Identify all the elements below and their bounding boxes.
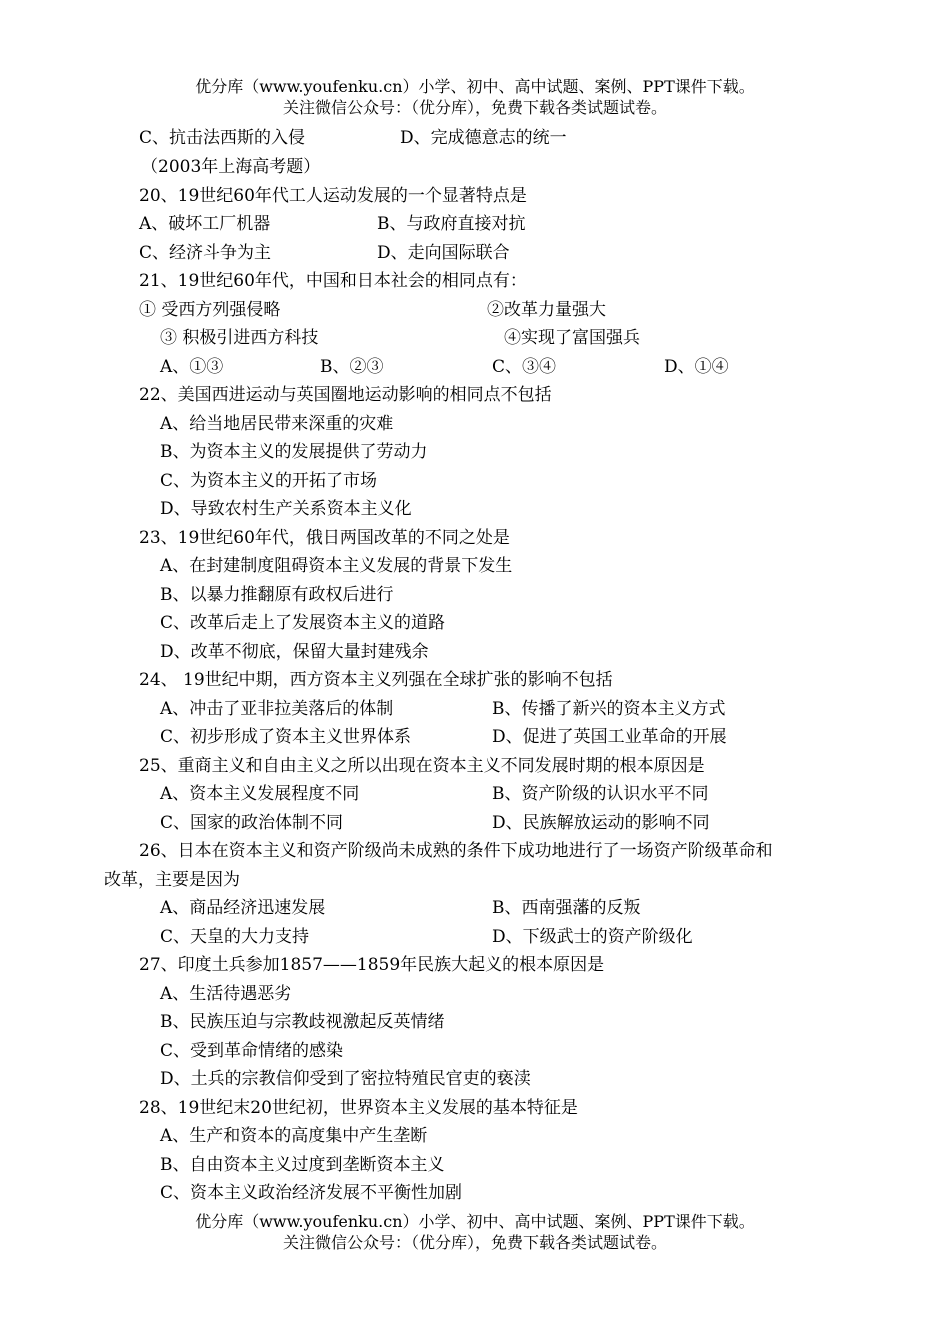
page-header <box>0 76 950 118</box>
q26-option-d: D、下级武士的资产阶级化 <box>492 927 693 947</box>
q20-option-d: D、走向国际联合 <box>377 243 510 263</box>
q21-option-c: C、③④ <box>492 357 557 377</box>
exam-page: 优分库（www.youfenku.cn）小学、初中、高中试题、案例、PPT课件下载。 关注微信公众号：（优分库），免费下载各类试题试卷。 C、抗击法西斯的入侵 D、完成德意志的统一 （2003年上海高考题） 20、19世纪60年代工人运动发展的一个显著特点是 A、破坏工厂机器 B、与政府直接对抗 C、经济斗争为主 D、走向国际联合 21、19世纪60年代，中国和日本社会的相同点有： ① 受西方列强侵略 ②改革力量强大 ③ 积极引进西方科技 ④实现了富国强兵 A、①③ B、②③ C、③④ D、①④ 22、美国西进运动与英国圈地运动影响的相同点不包括 A、给当地居民带来深重的灾难 B、为资本主义的发展提供了劳动力 C、为资本主义的开拓了市场 D、导致农村生产关系资本主义化 23、19世纪60年代，俄日两国改革的不同之处是 A、在封建制度阻碍资本主义发展的背景下发生 B、以暴力推翻原有政权后进行 C、改革后走上了发展资本主义的道路 D、改革不彻底，保留大量封建残余 24、 19世纪中期，西方资本主义列强在全球扩张的影响不包括 A、冲击了亚非拉美落后的体制 B、传播了新兴的资本主义方式 C、初步形成了资本主义世界体系 D、促进了英国工业革命的开展 25、重商主义和自由主义之所以出现在资本主义不同发展时期的根本原因是 A、资本主义发展程度不同 B、资产阶级的认识水平不同 C、国家的政治体制不同 D、民族解放运动的影响不同 26、日本在资本主义和资产阶级尚未成熟的条件下成功地进行了一场资产阶级革命和 改革，主要是因为 A、商品经济迅速发展 B、西南强藩的反叛 C、天皇的大力支持 D、下级武士的资产阶级化 27、印度土兵参加1857——1859年民族大起义的根本原因是 A、生活待遇恶劣 B、民族压迫与宗教歧视激起反英情绪 C、受到革命情绪的感染 D、土兵的宗教信仰受到了密拉特殖民官吏的亵渎 28、19世纪末20世纪初，世界资本主义发展的基本特征是 A、生产和资本的高度集中产生垄断 B、自由资本主义过度到垄断资本主义 C、资本主义政治经济发展不平衡性加剧 优分库（www.youfenku.cn）小学、初中、高中试题、案例、PPT课件下载。 关注微信公众号：（优分库），免费下载各类试题试卷。 <box>0 0 950 1342</box>
q20-option-c: C、经济斗争为主 <box>139 243 272 263</box>
q24-option-d: D、促进了英国工业革命的开展 <box>492 727 727 747</box>
q26-option-b: B、西南强藩的反叛 <box>492 898 641 918</box>
q21-item-4: ④实现了富国强兵 <box>504 328 640 348</box>
q21-item-3: ③ 积极引进西方科技 <box>160 328 319 348</box>
q26-option-a: A、商品经济迅速发展 <box>160 898 326 918</box>
q21-item-1: ① 受西方列强侵略 <box>139 300 281 320</box>
q24-option-c: C、初步形成了资本主义世界体系 <box>160 727 412 747</box>
q21-option-b: B、②③ <box>320 357 384 377</box>
q20-option-a: A、破坏工厂机器 <box>139 214 271 234</box>
q24-option-b: B、传播了新兴的资本主义方式 <box>492 699 726 719</box>
q25-option-b: B、资产阶级的认识水平不同 <box>492 784 709 804</box>
header-line-1: 优分库（www.youfenku.cn）小学、初中、高中试题、案例、PPT课件下载。 <box>195 77 755 96</box>
q20-option-b: B、与政府直接对抗 <box>377 214 526 234</box>
q19-option-c: C、抗击法西斯的入侵 <box>139 128 306 148</box>
footer-line-2: 关注微信公众号：（优分库），免费下载各类试题试卷。 <box>282 1233 667 1252</box>
q19-option-d: D、完成德意志的统一 <box>400 128 567 148</box>
header-line-2: 关注微信公众号：（优分库），免费下载各类试题试卷。 <box>282 98 667 117</box>
q21-option-a: A、①③ <box>160 357 224 377</box>
q25-option-c: C、国家的政治体制不同 <box>160 813 344 833</box>
q25-option-a: A、资本主义发展程度不同 <box>160 784 360 804</box>
q21-option-d: D、①④ <box>664 357 729 377</box>
q21-item-2: ②改革力量强大 <box>487 300 606 320</box>
q24-option-a: A、冲击了亚非拉美落后的体制 <box>160 699 394 719</box>
page-footer <box>0 1211 950 1253</box>
q26-option-c: C、天皇的大力支持 <box>160 927 310 947</box>
q25-option-d: D、民族解放运动的影响不同 <box>492 813 710 833</box>
footer-line-1: 优分库（www.youfenku.cn）小学、初中、高中试题、案例、PPT课件下载。 <box>195 1212 755 1231</box>
